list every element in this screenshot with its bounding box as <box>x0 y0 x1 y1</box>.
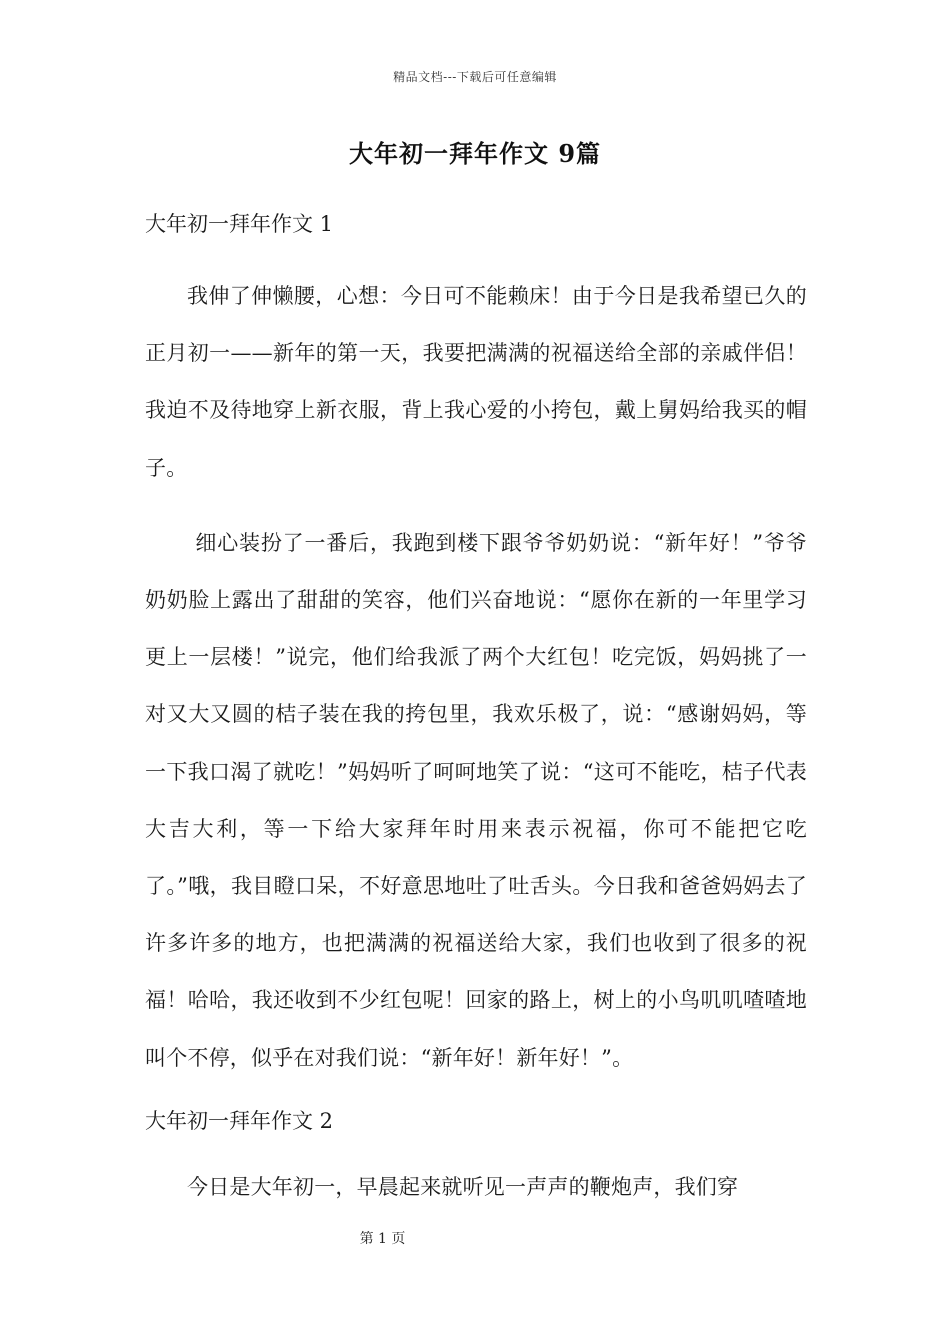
section-1-paragraph-1: 我伸了伸懒腰，心想：今日可不能赖床！由于今日是我希望已久的正月初一——新年的第一天，我要把满满的祝福送给全部的亲戚伴侣！我迫不及待地穿上新衣服，背上我心爱的小挎包，戴上舅妈给我买的帽子。 <box>145 284 807 480</box>
page-number: 第 1 页 <box>359 1231 406 1247</box>
document-body <box>145 204 807 1216</box>
header-note: 精品文档---下载后可任意编辑 <box>393 70 557 84</box>
section-1-paragraph-2: 细心装扮了一番后，我跑到楼下跟爷爷奶奶说：“新年好！”爷爷奶奶脸上露出了甜甜的笑容，他们兴奋地说：“愿你在新的一年里学习更上一层楼！”说完，他们给我派了两个大红包！吃完饭，妈妈挑了一对又大又圆的桔子装在我的挎包里，我欢乐极了，说：“感谢妈妈，等一下我口渴了就吃！”妈妈听了呵呵地笑了说：“这可不能吃，桔子代表大吉大利，等一下给大家拜年时用来表示祝福，你可不能把它吃了。”哦，我目瞪口呆，不好意思地吐了吐舌头。今日我和爸爸妈妈去了许多许多的地方，也把满满的祝福送给大家，我们也收到了很多的祝福！哈哈，我还收到不少红包呢！回家的路上，树上的小鸟叽叽喳喳地叫个不停，似乎在对我们说：“新年好！新年好！”。 <box>145 530 807 1070</box>
document-title: 大年初一拜年作文 9篇 <box>348 139 602 168</box>
section-heading-2: 大年初一拜年作文 2 <box>145 1108 334 1133</box>
section-heading-1: 大年初一拜年作文 1 <box>145 212 334 236</box>
section-2-paragraph-1: 今日是大年初一，早晨起来就听见一声声的鞭炮声，我们穿 <box>187 1174 739 1199</box>
